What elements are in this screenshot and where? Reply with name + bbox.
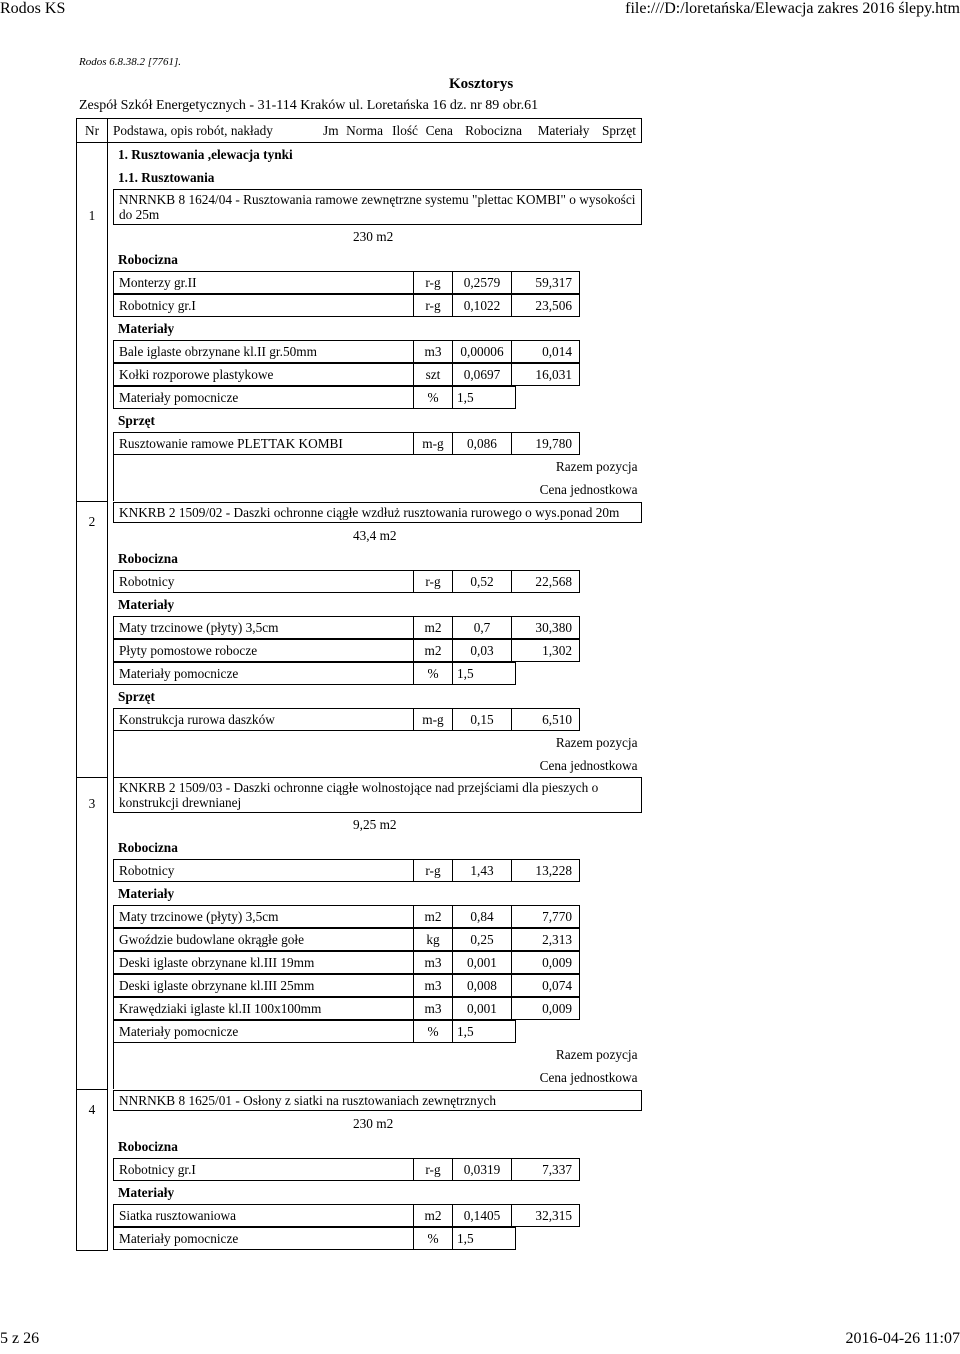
label-robocizna: Robocizna	[118, 551, 178, 566]
label-robocizna: Robocizna	[118, 840, 178, 855]
resource-quantity: 16,031	[512, 363, 580, 386]
resource-norm: 0,2579	[453, 271, 512, 294]
row-content	[108, 882, 642, 905]
table-row	[77, 1020, 642, 1043]
row-content	[108, 432, 642, 455]
row-content	[108, 340, 642, 363]
resource-name: Bale iglaste obrzynane kl.II gr.50mm	[113, 340, 414, 363]
resource-unit: r-g	[414, 294, 453, 317]
col-robocizna: Robocizna	[457, 119, 530, 143]
resource-norm: 0,001	[453, 951, 512, 974]
label-materialy: Materiały	[118, 597, 175, 612]
resource-norm: 0,7	[453, 616, 512, 639]
table-row	[77, 166, 642, 189]
subsection-title: 1.1. Rusztowania	[118, 170, 215, 185]
table-row	[77, 708, 642, 731]
resource-norm: 0,001	[453, 997, 512, 1020]
table-row	[77, 1227, 642, 1250]
col-jm: Jm	[321, 119, 341, 143]
resource-name: Maty trzcinowe (płyty) 3,5cm	[113, 616, 414, 639]
table-row	[77, 501, 642, 524]
unit-price-label: Cena jednostkowa	[113, 478, 642, 501]
resource-name: Maty trzcinowe (płyty) 3,5cm	[113, 905, 414, 928]
labor-line	[113, 859, 642, 882]
total-position-label: Razem pozycja	[113, 731, 642, 754]
row-content	[108, 754, 642, 777]
resource-name: Deski iglaste obrzynane kl.III 25mm	[113, 974, 414, 997]
resource-name: Robotnicy	[113, 570, 414, 593]
material-line	[113, 639, 642, 662]
table-row	[77, 1066, 642, 1089]
resource-name: Krawędziaki iglaste kl.II 100x100mm	[113, 997, 414, 1020]
table-row	[77, 547, 642, 570]
table-row	[77, 662, 642, 685]
item-quantity: 230 m2	[353, 229, 394, 244]
label-materialy: Materiały	[118, 886, 175, 901]
item-quantity: 230 m2	[353, 1116, 394, 1131]
resource-name: Deski iglaste obrzynane kl.III 19mm	[113, 951, 414, 974]
table-row	[77, 478, 642, 501]
resource-norm: 0,1405	[453, 1204, 512, 1227]
resource-norm: 0,00006	[453, 340, 512, 363]
print-datetime: 2016-04-26 11:07	[845, 1330, 960, 1347]
row-content	[108, 813, 642, 836]
label-sprzet: Sprzęt	[118, 413, 155, 428]
row-content	[108, 905, 642, 928]
row-content	[108, 1112, 642, 1135]
resource-norm: 0,84	[453, 905, 512, 928]
item-number	[77, 501, 108, 777]
table-row	[77, 294, 642, 317]
browser-title: Rodos KS	[0, 0, 66, 17]
resource-unit: %	[414, 1227, 453, 1250]
resource-unit: m2	[414, 905, 453, 928]
table-row	[77, 1158, 642, 1181]
resource-norm: 1,5	[453, 1227, 516, 1250]
resource-name: Monterzy gr.II	[113, 271, 414, 294]
resource-norm: 0,03	[453, 639, 512, 662]
resource-name: Materiały pomocnicze	[113, 1227, 414, 1250]
table-row	[77, 143, 642, 167]
document-subtitle: Zespół Szkół Energetycznych - 31-114 Kraków ul. Loretańska 16 dz. nr 89 obr.61	[79, 98, 539, 113]
resource-unit: m-g	[414, 708, 453, 731]
material-line	[113, 905, 642, 928]
row-content	[108, 248, 642, 271]
table-row	[77, 363, 642, 386]
row-content	[108, 294, 642, 317]
resource-norm: 1,5	[453, 662, 516, 685]
table-row	[77, 905, 642, 928]
label-sprzet: Sprzęt	[118, 689, 155, 704]
equipment-line	[113, 432, 642, 455]
table-row	[77, 1089, 642, 1112]
resource-unit: r-g	[414, 859, 453, 882]
table-row	[77, 1043, 642, 1066]
material-line	[113, 951, 642, 974]
label-robocizna: Robocizna	[118, 252, 178, 267]
resource-quantity: 1,302	[512, 639, 580, 662]
auxiliary-materials-line	[113, 1227, 642, 1250]
total-position-label: Razem pozycja	[113, 1043, 642, 1066]
program-version: Rodos 6.8.38.2 [7761].	[79, 56, 182, 68]
table-row	[77, 974, 642, 997]
item-number-text: 4	[88, 1101, 96, 1117]
col-podstawa: Podstawa, opis robót, nakłady	[108, 119, 321, 143]
item-number-text: 1	[88, 207, 96, 223]
resource-name: Materiały pomocnicze	[113, 386, 414, 409]
resource-norm: 0,1022	[453, 294, 512, 317]
table-row	[77, 1181, 642, 1204]
resource-unit: %	[414, 1020, 453, 1043]
item-description: NNRNKB 8 1624/04 - Rusztowania ramowe zewnętrzne systemu "plettac KOMBI" o wysokości do 25m	[113, 189, 642, 225]
labor-line	[113, 1158, 642, 1181]
page-counter: 5 z 26	[0, 1330, 40, 1347]
row-content	[108, 1043, 642, 1066]
col-norma: Norma	[341, 119, 389, 143]
row-content	[108, 928, 642, 951]
resource-norm: 1,5	[453, 386, 516, 409]
material-line	[113, 340, 642, 363]
resource-quantity: 7,770	[512, 905, 580, 928]
table-row	[77, 997, 642, 1020]
item-quantity: 43,4 m2	[353, 528, 397, 543]
table-row	[77, 524, 642, 547]
resource-name: Rusztowanie ramowe PLETTAK KOMBI	[113, 432, 414, 455]
row-content	[108, 685, 642, 708]
resource-unit: m3	[414, 951, 453, 974]
resource-quantity: 2,313	[512, 928, 580, 951]
table-row	[77, 685, 642, 708]
table-row	[77, 432, 642, 455]
resource-name: Kołki rozporowe plastykowe	[113, 363, 414, 386]
resource-quantity: 13,228	[512, 859, 580, 882]
resource-quantity: 22,568	[512, 570, 580, 593]
col-ilosc: Ilość	[388, 119, 421, 143]
resource-name: Robotnicy gr.I	[113, 1158, 414, 1181]
auxiliary-materials-line	[113, 662, 642, 685]
resource-unit: szt	[414, 363, 453, 386]
material-line	[113, 928, 642, 951]
table-row	[77, 731, 642, 754]
row-content	[108, 836, 642, 859]
row-content	[108, 708, 642, 731]
resource-quantity: 0,014	[512, 340, 580, 363]
section-title: 1. Rusztowania ,elewacja tynki	[118, 147, 293, 162]
row-content	[108, 166, 642, 189]
item-number	[77, 143, 108, 502]
unit-price-label: Cena jednostkowa	[113, 1066, 642, 1089]
table-row	[77, 317, 642, 340]
item-number	[77, 777, 108, 1089]
labor-line	[113, 570, 642, 593]
table-row	[77, 1135, 642, 1158]
table-row	[77, 882, 642, 905]
item-description: KNKRB 2 1509/02 - Daszki ochronne ciągłe wzdłuż rusztowania rurowego o wys.ponad 20m	[113, 502, 642, 523]
table-row	[77, 951, 642, 974]
row-content	[108, 859, 642, 882]
resource-unit: r-g	[414, 271, 453, 294]
document-title: Kosztorys	[449, 76, 514, 92]
table-row	[77, 570, 642, 593]
resource-unit: r-g	[414, 1158, 453, 1181]
table-row	[77, 616, 642, 639]
cost-table	[76, 118, 642, 1251]
col-cena: Cena	[422, 119, 457, 143]
row-content	[108, 478, 642, 501]
resource-name: Materiały pomocnicze	[113, 662, 414, 685]
resource-quantity: 7,337	[512, 1158, 580, 1181]
table-row	[77, 754, 642, 777]
row-content	[108, 143, 642, 167]
auxiliary-materials-line	[113, 1020, 642, 1043]
material-line	[113, 616, 642, 639]
row-content	[108, 409, 642, 432]
resource-quantity: 19,780	[512, 432, 580, 455]
row-content	[108, 1227, 642, 1250]
resource-norm: 0,008	[453, 974, 512, 997]
material-line	[113, 997, 642, 1020]
row-content	[108, 501, 642, 524]
auxiliary-materials-line	[113, 386, 642, 409]
row-content	[108, 271, 642, 294]
label-robocizna: Robocizna	[118, 1139, 178, 1154]
item-number-text: 2	[88, 513, 96, 529]
resource-norm: 0,0697	[453, 363, 512, 386]
item-description: KNKRB 2 1509/03 - Daszki ochronne ciągłe wolnostojące nad przejściami dla pieszych o konstrukcji drewnianej	[113, 777, 642, 813]
resource-name: Płyty pomostowe robocze	[113, 639, 414, 662]
resource-quantity: 0,074	[512, 974, 580, 997]
resource-unit: m2	[414, 1204, 453, 1227]
row-content	[108, 570, 642, 593]
row-content	[108, 616, 642, 639]
table-row	[77, 189, 642, 225]
resource-name: Robotnicy	[113, 859, 414, 882]
table-row	[77, 409, 642, 432]
item-number	[77, 1089, 108, 1250]
table-row	[77, 928, 642, 951]
resource-quantity: 0,009	[512, 951, 580, 974]
row-content	[108, 662, 642, 685]
material-line	[113, 363, 642, 386]
resource-quantity: 32,315	[512, 1204, 580, 1227]
label-materialy: Materiały	[118, 1185, 175, 1200]
row-content	[108, 1066, 642, 1089]
table-header	[77, 119, 642, 143]
resource-quantity: 0,009	[512, 997, 580, 1020]
material-line	[113, 1204, 642, 1227]
file-path: file:///D:/loretańska/Elewacja zakres 2016 ślepy.htm	[625, 0, 960, 17]
row-content	[108, 1181, 642, 1204]
table-row	[77, 248, 642, 271]
item-quantity: 9,25 m2	[353, 817, 397, 832]
row-content	[108, 524, 642, 547]
row-content	[108, 547, 642, 570]
resource-unit: r-g	[414, 570, 453, 593]
resource-unit: m2	[414, 616, 453, 639]
table-row	[77, 777, 642, 813]
table-row	[77, 271, 642, 294]
table-row	[77, 813, 642, 836]
row-content	[108, 189, 642, 225]
table-row	[77, 1112, 642, 1135]
resource-norm: 1,5	[453, 1020, 516, 1043]
col-sprzet: Sprzęt	[597, 119, 642, 143]
row-content	[108, 1204, 642, 1227]
resource-unit: m3	[414, 340, 453, 363]
table-row	[77, 836, 642, 859]
row-content	[108, 1020, 642, 1043]
row-content	[108, 386, 642, 409]
resource-quantity: 59,317	[512, 271, 580, 294]
resource-unit: kg	[414, 928, 453, 951]
equipment-line	[113, 708, 642, 731]
resource-norm: 0,25	[453, 928, 512, 951]
label-materialy: Materiały	[118, 321, 175, 336]
table-row	[77, 386, 642, 409]
row-content	[108, 455, 642, 478]
resource-unit: m3	[414, 974, 453, 997]
resource-norm: 0,086	[453, 432, 512, 455]
row-content	[108, 317, 642, 340]
resource-name: Gwoździe budowlane okrągłe gołe	[113, 928, 414, 951]
resource-name: Robotnicy gr.I	[113, 294, 414, 317]
table-row	[77, 1204, 642, 1227]
table-row	[77, 340, 642, 363]
resource-unit: %	[414, 662, 453, 685]
resource-quantity: 6,510	[512, 708, 580, 731]
item-description: NNRNKB 8 1625/01 - Osłony z siatki na rusztowaniach zewnętrznych	[113, 1090, 642, 1111]
resource-norm: 0,52	[453, 570, 512, 593]
row-content	[108, 363, 642, 386]
table-row	[77, 225, 642, 248]
row-content	[108, 1089, 642, 1112]
row-content	[108, 997, 642, 1020]
resource-name: Konstrukcja rurowa daszków	[113, 708, 414, 731]
resource-norm: 0,15	[453, 708, 512, 731]
total-position-label: Razem pozycja	[113, 455, 642, 478]
row-content	[108, 777, 642, 813]
table-row	[77, 455, 642, 478]
resource-quantity: 30,380	[512, 616, 580, 639]
row-content	[108, 974, 642, 997]
table-row	[77, 859, 642, 882]
row-content	[108, 951, 642, 974]
resource-name: Materiały pomocnicze	[113, 1020, 414, 1043]
table-row	[77, 593, 642, 616]
row-content	[108, 225, 642, 248]
row-content	[108, 731, 642, 754]
row-content	[108, 593, 642, 616]
item-number-text: 3	[88, 796, 96, 811]
col-materialy: Materiały	[530, 119, 597, 143]
labor-line	[113, 294, 642, 317]
row-content	[108, 1158, 642, 1181]
resource-name: Siatka rusztowaniowa	[113, 1204, 414, 1227]
resource-unit: m-g	[414, 432, 453, 455]
resource-norm: 0,0319	[453, 1158, 512, 1181]
labor-line	[113, 271, 642, 294]
resource-unit: m3	[414, 997, 453, 1020]
material-line	[113, 974, 642, 997]
unit-price-label: Cena jednostkowa	[113, 754, 642, 777]
col-nr: Nr	[77, 119, 108, 143]
resource-unit: m2	[414, 639, 453, 662]
resource-norm: 1,43	[453, 859, 512, 882]
row-content	[108, 639, 642, 662]
resource-quantity: 23,506	[512, 294, 580, 317]
row-content	[108, 1135, 642, 1158]
resource-unit: %	[414, 386, 453, 409]
table-row	[77, 639, 642, 662]
